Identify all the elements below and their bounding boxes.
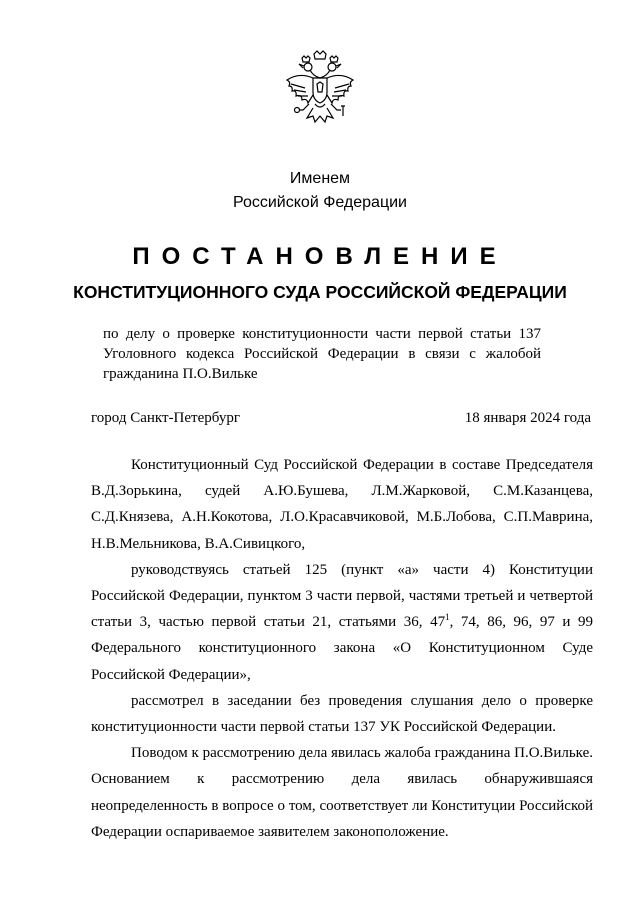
court-name: КОНСТИТУЦИОННОГО СУДА РОССИЙСКОЙ ФЕДЕРАЦИИ <box>73 282 567 302</box>
in-name-line1: Именем <box>289 170 351 187</box>
date: 18 января 2024 года <box>464 410 591 426</box>
document-body <box>91 452 593 845</box>
paragraph-court-composition: Конституционный Суд Российской Федерации в составе Председателя В.Д.Зорькина, судей А.Ю.Бушева, Л.М.Жарковой, С.М.Казанцева, С.Д.Князева, А.Н.Кокотова, Л.О.Красавчиковой, М.Б.Лобова, С.П.Маврина, Н.В.Мельникова, В.А.Сивицкого, <box>91 457 593 552</box>
paragraph-legal-basis <box>91 557 593 688</box>
document-title: ПОСТАНОВЛЕНИЕ <box>132 243 508 270</box>
coat-of-arms-icon <box>277 48 363 134</box>
article-superscript: 1 <box>445 612 450 623</box>
paragraph-considered: рассмотрел в заседании без проведения слушания дело о проверке конституционности части первой статьи 137 УК Российской Федерации. <box>91 692 593 736</box>
paragraph-grounds: Поводом к рассмотрению дела явилась жалоба гражданина П.О.Вильке. Основанием к рассмотрению дела явилась обнаружившаяся неопределенность в вопросе о том, соответствует ли Конституции Российской Федерации оспариваемое заявителем законоположение. <box>91 745 593 840</box>
city: город Санкт-Петербург <box>91 410 240 426</box>
legal-basis-text-start: руководствуясь статьей 125 (пункт «а» части 4) Конституции Российской Федерации, пунктом 3 части первой, частями третьей и четвертой статьи 3, частью первой статьи 21, статьями 36, 47 <box>91 561 593 631</box>
case-subject: по делу о проверке конституционности части первой статьи 137 Уголовного кодекса Российской Федерации в связи с жалобой гражданина П.О.Вильке <box>103 326 541 382</box>
in-name-line2: Российской Федерации <box>233 194 407 211</box>
legal-basis-text-end: , 74, 86, 96, 97 и 99 Федерального конституционного закона «О Конституционном Суде Российской Федерации», <box>91 614 594 683</box>
